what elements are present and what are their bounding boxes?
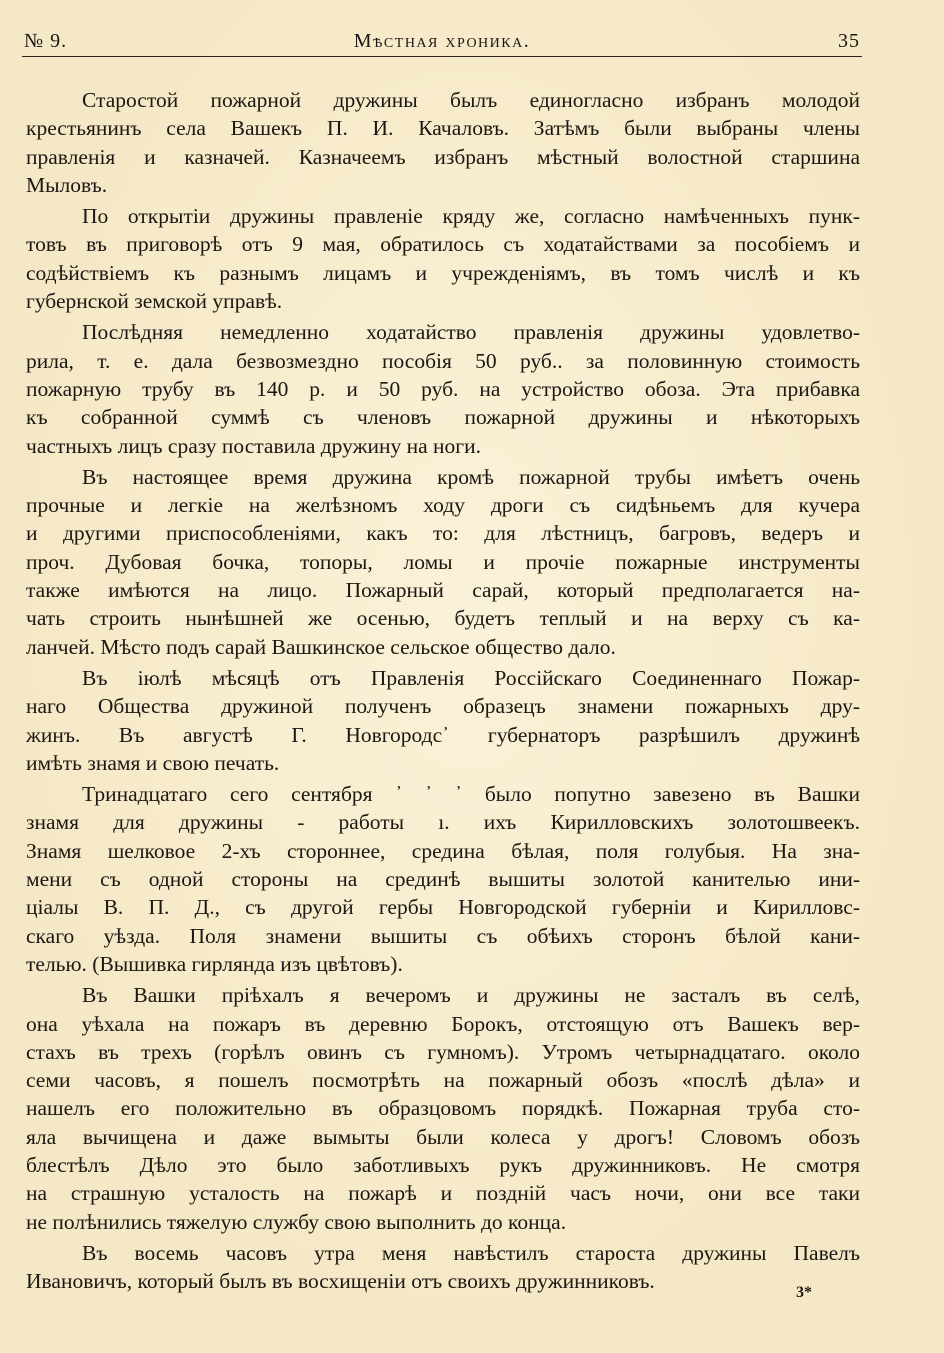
- text-line: яла вычищена и даже вымыты были колеса у дрогъ! Словомъ обозъ: [26, 1124, 860, 1149]
- header-rule: [22, 56, 862, 57]
- text-line: наго Общества дружиной полученъ образецъ знамени пожарныхъ дру-: [26, 694, 860, 719]
- text-line: Мыловъ.: [26, 172, 108, 197]
- text-line: Знамя шелковое 2-хъ стороннее, средина бѣлая, поля голубыя. На зна-: [26, 838, 860, 863]
- text-line: крестьянинъ села Вашекъ П. И. Качаловъ. Затѣмъ были выбраны члены: [26, 116, 860, 141]
- paragraph: [26, 981, 860, 1236]
- issue-number: № 9.: [24, 30, 68, 52]
- text-line: къ собранной суммѣ съ членовъ пожарной дружины и нѣкоторыхъ: [26, 405, 860, 430]
- text-line: пожарную трубу въ 140 р. и 50 руб. на устройство обоза. Эта прибавка: [26, 376, 860, 401]
- text-line: знамя для дружины - работы ı. ихъ Кирилловскихъ золотошвеекъ.: [26, 810, 860, 835]
- text-line: Тринадцатаго сего сентября ᾿ ᾿ ᾿ было попутно завезено въ Вашки: [82, 782, 860, 807]
- text-line: жинъ. Въ августѣ Г. Новгородс᾿ губернаторъ разрѣшилъ дружинѣ: [26, 722, 860, 747]
- text-line: Въ іюлѣ мѣсяцѣ отъ Правленія Россійскаго Соединеннаго Пожар-: [82, 665, 860, 690]
- paragraph: [26, 202, 860, 315]
- text-line: Въ Вашки пріѣхалъ я вечеромъ и дружины не засталъ въ селѣ,: [82, 983, 860, 1008]
- article-body: [26, 86, 860, 1295]
- text-line: стахъ въ трехъ (горѣлъ овинъ съ гумномъ). Утромъ четырнадцатаго. около: [26, 1039, 860, 1064]
- running-header: [24, 30, 860, 54]
- text-line: мени съ одной стороны на срединѣ вышиты золотой канителью ини-: [26, 867, 860, 892]
- text-line: Старостой пожарной дружины былъ единогласно избранъ молодой: [82, 88, 860, 112]
- text-line: проч. Дубовая бочка, топоры, ломы и прочіе пожарные инструменты: [26, 549, 860, 574]
- text-line: телью. (Вышивка гирлянда изъ цвѣтовъ).: [26, 951, 403, 976]
- text-line: на страшную усталость на пожарѣ и поздній часъ ночи, они все таки: [26, 1181, 860, 1206]
- paragraph: [26, 664, 860, 777]
- text-line: ціалы В. П. Д., съ другой гербы Новгородской губерніи и Кирилловс-: [26, 895, 860, 920]
- text-line: рила, т. е. дала безвозмездно пособія 50 руб.. за половинную стоимость: [26, 348, 860, 373]
- signature-mark: 3*: [796, 1284, 812, 1301]
- text-line: Въ настоящее время дружина кромѣ пожарной трубы имѣетъ очень: [82, 464, 860, 489]
- text-line: имѣть знамя и свою печать.: [26, 750, 280, 775]
- section-title: Мѣстная хроника.: [353, 30, 531, 52]
- text-line: и другими приспособленіями, какъ то: для лѣстницъ, багровъ, ведеръ и: [26, 521, 860, 546]
- paragraph: [26, 463, 860, 661]
- text-line: она уѣхала на пожаръ въ деревню Борокъ, отстоящую отъ Вашекъ вер-: [26, 1011, 860, 1036]
- text-line: скаго уѣзда. Поля знамени вышиты съ обѣихъ сторонъ бѣлой кани-: [26, 923, 860, 948]
- text-line: также имѣются на лицо. Пожарный сарай, который предполагается на-: [26, 578, 860, 603]
- text-line: Ивановичъ, который былъ въ восхищеніи отъ своихъ дружинниковъ.: [26, 1269, 655, 1294]
- page-number: 35: [838, 30, 860, 52]
- text-line: губернской земской управѣ.: [26, 289, 283, 314]
- text-line: не полѣнились тяжелую службу свою выполнить до конца.: [26, 1209, 567, 1234]
- text-line: товъ въ приговорѣ отъ 9 мая, обратилось съ ходатайствами за пособіемъ и: [26, 232, 860, 257]
- text-line: По открытіи дружины правленіе кряду же, согласно намѣченныхъ пунк-: [82, 204, 860, 229]
- text-line: нашелъ его положительно въ образцовомъ порядкѣ. Пожарная труба сто-: [26, 1096, 860, 1121]
- text-line: чать строить нынѣшней же осенью, будетъ теплый и на верху съ ка-: [26, 606, 860, 631]
- text-line: Послѣдняя немедленно ходатайство правленія дружины удовлетво-: [82, 320, 860, 345]
- text-line: блестѣлъ Дѣло это было заботливыхъ рукъ дружинниковъ. Не смотря: [26, 1152, 860, 1177]
- text-line: Въ восемь часовъ утра меня навѣстилъ староста дружины Павелъ: [82, 1240, 860, 1265]
- paragraph: [26, 318, 860, 459]
- text-line: правленія и казначей. Казначеемъ избранъ мѣстный волостной старшина: [26, 144, 860, 169]
- paragraph: [26, 780, 860, 978]
- paragraph: [26, 86, 860, 199]
- text-line: прочные и легкіе на желѣзномъ ходу дроги съ сидѣньемъ для кучера: [26, 493, 860, 518]
- text-line: частныхъ лицъ сразу поставила дружину на ноги.: [26, 433, 481, 458]
- text-line: ланчей. Мѣсто подъ сарай Вашкинское сельское общество дало.: [26, 634, 616, 659]
- text-line: семи часовъ, я пошелъ посмотрѣть на пожарный обозъ «послѣ дѣла» и: [26, 1068, 860, 1093]
- paragraph: [26, 1239, 860, 1296]
- text-line: содѣйствіемъ къ разнымъ лицамъ и учрежденіямъ, въ томъ числѣ и къ: [26, 260, 860, 285]
